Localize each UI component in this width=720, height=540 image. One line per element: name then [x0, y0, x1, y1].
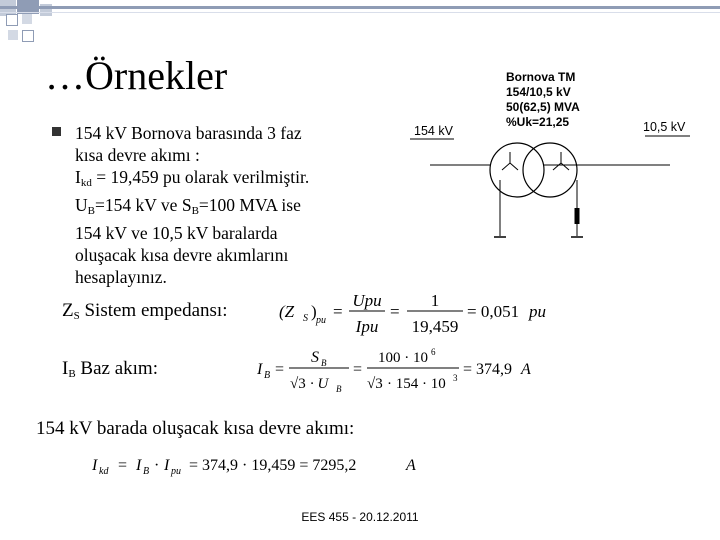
ib-label-text: Baz akım: [75, 358, 158, 379]
ub-subscript: B [87, 205, 95, 217]
grounding-impedance-icon [575, 208, 580, 224]
ib-label-symbol: I [62, 358, 69, 379]
zs-lhs-sub: S [303, 313, 308, 324]
zs-eq1: = [333, 302, 343, 321]
zs-num2: 1 [430, 291, 440, 310]
ikd-symbol: I [75, 167, 81, 187]
right-bus-label: 10,5 kV [643, 120, 686, 134]
wye-secondary-icon [553, 152, 569, 170]
ub-symbol: U [75, 195, 88, 215]
short-circuit-label: 154 kV barada oluşacak kısa devre akımı: [36, 418, 355, 439]
corner-square [22, 30, 34, 42]
bullet-line [75, 166, 375, 194]
ikd-subscript: kd [80, 177, 92, 189]
corner-square [22, 14, 32, 24]
bullet-line: 154 kV Bornova barasında 3 faz [75, 123, 302, 143]
ib-eq2: = [353, 361, 363, 378]
ib-eq1: = [275, 361, 285, 378]
ikd-result: = 374,9 · 19,459 = 7295,2 [189, 457, 357, 474]
ib-result: = 374,9 [463, 361, 513, 378]
transformer-name: Bornova TM [506, 70, 576, 84]
ikd-i1: I [92, 457, 98, 474]
bullet-line-text: =100 MVA ise [198, 195, 301, 215]
ikd-i3: I [164, 457, 170, 474]
ib-label [62, 358, 158, 380]
ikd-i2-sub: B [143, 466, 150, 477]
zs-lhs: (Z [279, 302, 295, 321]
ib-den1-mid: · U [310, 376, 329, 392]
bullet-line [75, 194, 375, 222]
ikd-i1-sub: kd [99, 466, 109, 477]
ikd-i3-sub: pu [171, 466, 181, 477]
zs-result: = 0,051 [467, 302, 520, 321]
transformer-voltage: 154/10,5 kV [506, 85, 571, 99]
ib-lhs-sub: B [264, 370, 271, 381]
bullet-line: kısa devre akımı : [75, 145, 200, 165]
transformer-primary-winding [490, 143, 544, 197]
sb-subscript: B [191, 205, 199, 217]
ib-label-subscript: B [68, 368, 76, 380]
zs-den1: Ipu [355, 317, 379, 336]
bullet-line: 154 kV ve 10,5 kV baralarda [75, 223, 278, 243]
zs-label-symbol: Z [62, 300, 74, 321]
bullet-line: oluşacak kısa devre akımlarını [75, 245, 289, 265]
ib-equation [255, 343, 555, 397]
ikd-equation [90, 448, 430, 480]
zs-unit: pu [529, 302, 546, 321]
corner-square [6, 14, 18, 26]
ikd-unit: A [406, 457, 416, 474]
slide-title: …Örnekler [45, 53, 228, 98]
ib-num2: 100 · 10 [378, 350, 428, 366]
zs-label-text: Sistem empedansı: [79, 300, 228, 321]
problem-text [75, 122, 375, 288]
left-bus-label: 154 kV [414, 124, 453, 138]
ib-lhs: I [257, 361, 263, 378]
ib-num1-sub: B [321, 358, 327, 368]
single-line-diagram [390, 60, 710, 255]
top-rule [0, 6, 720, 9]
zs-lhs-close: ) [311, 302, 317, 321]
zs-eq2: = [390, 302, 400, 321]
ib-num2-sup: 6 [431, 347, 436, 357]
ib-den1-sub: B [336, 384, 342, 394]
ikd-eq: = [118, 457, 128, 474]
zs-lhs-sub-pu: pu [316, 315, 326, 326]
top-rule-light [0, 12, 720, 13]
ib-unit: A [521, 361, 531, 378]
zs-equation [275, 286, 565, 340]
bullet-line-text: = 19,459 pu olarak verilmiştir. [96, 167, 310, 187]
bullet-line-text: =154 kV ve S [94, 195, 192, 215]
bullet-line: hesaplayınız. [75, 267, 167, 287]
bullet-square-icon [52, 127, 61, 136]
slide-footer: EES 455 - 20.12.2011 [301, 510, 419, 524]
ib-den2-sup: 3 [453, 373, 458, 383]
ikd-dot: · [154, 457, 160, 474]
transformer-power: 50(62,5) MVA [506, 100, 580, 114]
transformer-info [506, 70, 580, 129]
ikd-i2: I [136, 457, 142, 474]
transformer-uk: %Uk=21,25 [506, 115, 570, 129]
zs-label [62, 300, 228, 322]
ib-den1-root: √3 [290, 376, 306, 392]
ib-den2-mid: · 154 · 10 [387, 376, 446, 392]
zs-den2: 19,459 [411, 317, 459, 336]
ib-num1: S [311, 349, 319, 366]
zs-num1: Upu [352, 291, 382, 310]
corner-square [8, 30, 18, 40]
ib-den2-root: √3 [367, 376, 383, 392]
zs-label-subscript: S [73, 310, 80, 322]
